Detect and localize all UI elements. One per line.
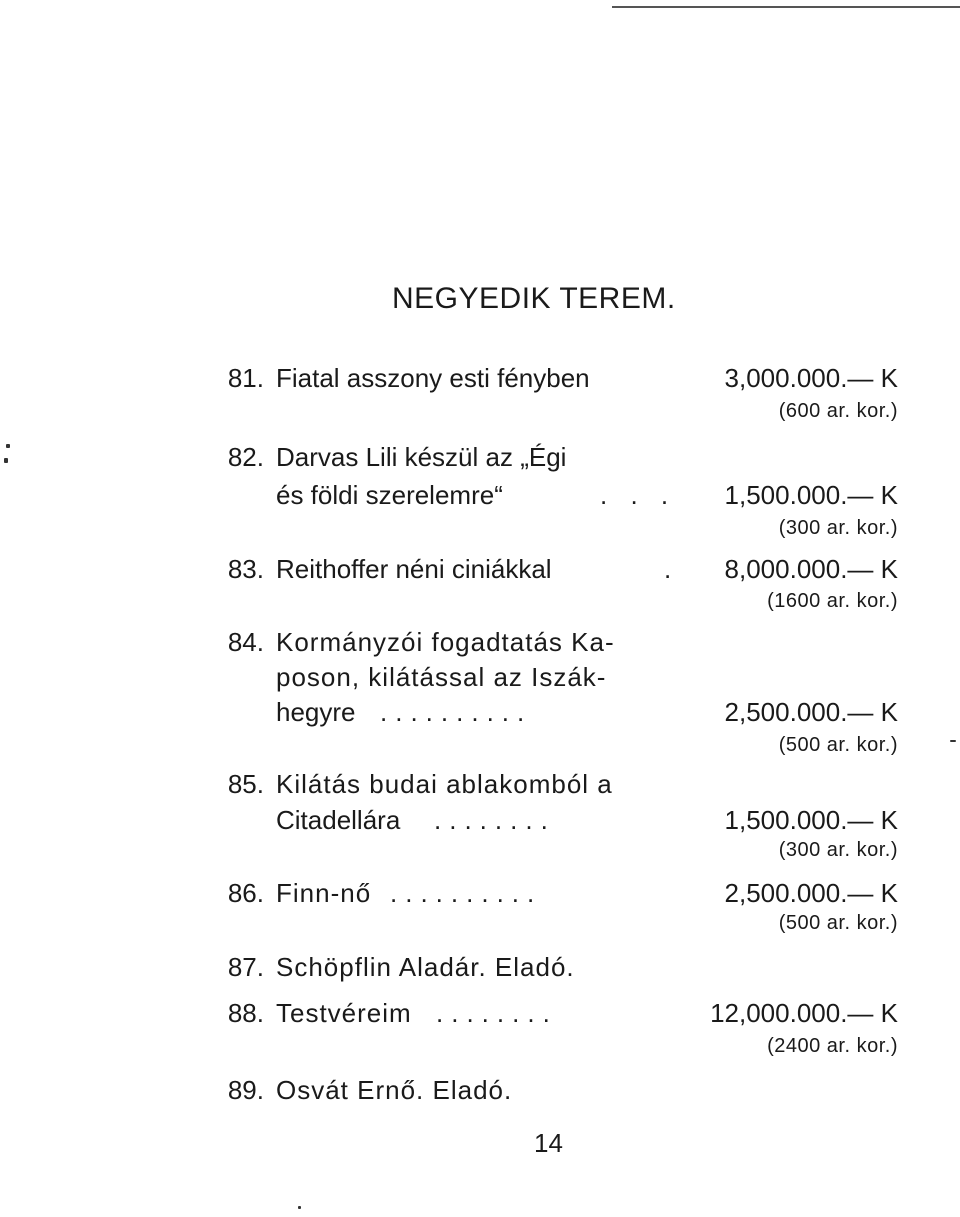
margin-mark	[298, 1206, 301, 1209]
entry-title-line: poson, kilátással az Iszák-	[276, 662, 607, 692]
entry-price: 2,500.000.— K	[724, 697, 898, 727]
entry-number: 86.	[227, 878, 264, 908]
entry-note: (300 ar. kor.)	[778, 517, 898, 539]
margin-mark	[4, 458, 8, 463]
entry-leader-dots: ..........	[390, 878, 543, 908]
entry-leader-dots: .	[664, 554, 680, 584]
margin-mark	[950, 740, 956, 742]
top-rule	[612, 6, 960, 8]
entry-leader-dots: ........	[436, 998, 558, 1028]
entry-title-line: Darvas Lili készül az „Égi	[276, 442, 567, 472]
entry-title-line: Schöpflin Aladár. Eladó.	[276, 952, 575, 982]
entry-title-line: Testvéreim	[276, 998, 412, 1028]
entry-note: (300 ar. kor.)	[778, 839, 898, 861]
entry-number: 88.	[227, 998, 264, 1028]
entry-title-line: Reithoffer néni ciniákkal	[276, 554, 552, 584]
entry-leader-dots: ........	[434, 805, 556, 835]
entry-note: (500 ar. kor.)	[778, 734, 898, 756]
entry-leader-dots: ..........	[380, 697, 533, 727]
entry-number: 87.	[227, 952, 264, 982]
entry-price: 3,000.000.— K	[724, 363, 898, 393]
entry-leader-dots: . . .	[600, 480, 677, 510]
entry-title-line: Finn-nő	[276, 878, 372, 908]
entry-title-line: Kormányzói fogadtatás Ka-	[276, 627, 615, 657]
entry-title-line: Osvát Ernő. Eladó.	[276, 1075, 513, 1105]
entry-number: 82.	[227, 442, 264, 472]
entry-title-line: Citadellára	[276, 805, 401, 835]
margin-mark	[6, 444, 10, 448]
entry-note: (2400 ar. kor.)	[767, 1035, 898, 1057]
entry-price: 8,000.000.— K	[724, 554, 898, 584]
entry-title-line: és földi szerelemre“	[276, 480, 503, 510]
entry-number: 89.	[227, 1075, 264, 1105]
entry-price: 1,500.000.— K	[724, 805, 898, 835]
entry-note: (500 ar. kor.)	[778, 912, 898, 934]
entry-price: 2,500.000.— K	[724, 878, 898, 908]
entry-price: 1,500.000.— K	[724, 480, 898, 510]
entry-title-line: Kilátás budai ablakomból a	[276, 769, 613, 799]
entry-note: (1600 ar. kor.)	[767, 590, 898, 612]
page-number: 14	[534, 1128, 563, 1158]
entry-title-line: hegyre	[276, 697, 356, 727]
entry-number: 83.	[227, 554, 264, 584]
page-title: NEGYEDIK TEREM.	[392, 282, 676, 315]
entry-note: (600 ar. kor.)	[778, 400, 898, 422]
entry-number: 84.	[227, 627, 264, 657]
entry-title-line: Fiatal asszony esti fényben	[276, 363, 590, 393]
entry-number: 85.	[227, 769, 264, 799]
entry-number: 81.	[227, 363, 264, 393]
entry-price: 12,000.000.— K	[710, 998, 898, 1028]
